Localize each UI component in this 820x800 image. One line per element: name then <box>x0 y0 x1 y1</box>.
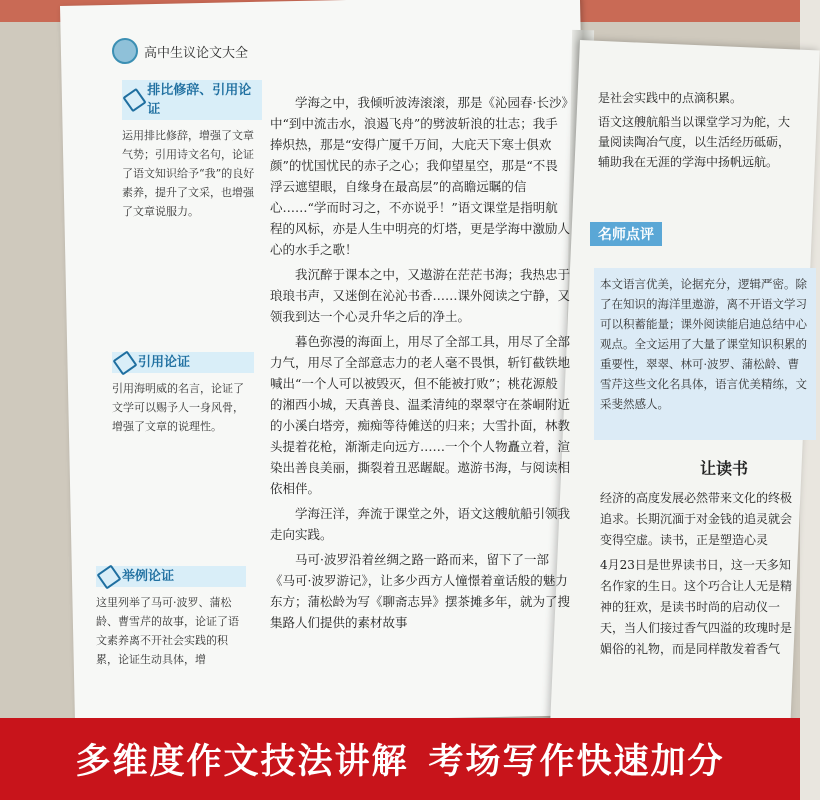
paragraph: 学海之中，我倾听波涛滚滚，那是《沁园春·长沙》中“到中流击水，浪遏飞舟”的劈波斩浪的壮志；我手捧炽热，那是“安得广厦千万间，大庇天下寒士俱欢颜”的忧国忧民的赤子之心；我仰望星空，那是“不畏浮云遮望眼，自缘身在最高层”的高瞻远瞩的信心……“学而时习之，不亦说乎！”语文课堂是指明航程的风标，亦是人生中明亮的灯塔，更是学海中激励人心的水手之歌！ <box>270 95 571 257</box>
review-badge-wrap <box>590 222 662 246</box>
sidebar-note-2 <box>112 352 254 436</box>
note-heading-text: 举例论证 <box>122 569 175 584</box>
sidebar-note-3 <box>96 566 246 669</box>
note-heading-text: 排比修辞、引用论证 <box>147 83 252 117</box>
note-heading <box>112 352 254 373</box>
note-text: 这里列举了马可·波罗、蒲松龄、曹雪芹的故事，论证了语文素养离不开社会实践的积累，论证生动具体，增 <box>96 596 239 666</box>
promo-banner <box>0 718 800 800</box>
review-badge: 名师点评 <box>590 222 662 246</box>
paragraph: 马可·波罗沿着丝绸之路一路而来，留下了一部《马可·波罗游记》，让多少西方人憧憬着童话般的魅力东方；蒲松龄为写《聊斋志异》摆茶摊多年，就为了搜集路人们提供的素材故事 <box>270 552 571 630</box>
paragraph: 4月23日是世界读书日，这一天多知名作家的生日。这个巧合让人无是精神的狂欢，是读书时尚的启动仪一天，当人们接过香气四溢的玫瑰时是媚俗的礼物，而是同样散发着香气 <box>600 558 793 656</box>
note-text: 运用排比修辞，增强了文章气势；引用诗文名句，论证了语文知识给予“我”的良好素养，提升了文采，也增强了文章说服力。 <box>122 129 255 218</box>
paragraph: 学海汪洋，奔流于课堂之外，语文这艘航船引领我走向实践。 <box>270 506 571 542</box>
article-body <box>600 488 800 708</box>
paragraph: 语文这艘航船当以课堂学习为舵，大量阅读陶冶气度，以生活经历砥砺，辅助我在无涯的学海中扬帆远航。 <box>598 115 791 169</box>
main-text <box>270 92 571 630</box>
teacher-review: 本文语言优美，论据充分，逻辑严密。除了在知识的海洋里遨游，离不开语文学习可以积蓄能量；课外阅读能启迪总结中心观点。全文运用了大量了课堂知识积累的重要性，翠翠、林可·波罗、蒲松龄、曹雪芹这些文化名具体，语言优美精练，文采斐然感人。 <box>594 268 816 440</box>
article-title: 让读书 <box>700 459 749 478</box>
pencil-icon <box>96 564 121 589</box>
paragraph: 暮色弥漫的海面上，用尽了全部工具，用尽了全部力气，用尽了全部意志力的老人毫不畏惧，斩钉截铁地喊出“一个人可以被毁灭，但不能被打败”；桃花源般的湘西小城，天真善良、温柔清纯的翠翠守在茶峒附近的小溪白塔旁，痴痴等待傩送的归来；大雪扑面，林教头提着花枪，渐渐走向远方……一个个人物矗立着，渲染出善良美丽，撕裂着丑恶龌龊。遨游书海，与阅读相依相伴。 <box>270 334 571 496</box>
paragraph: 经济的高度发展必然带来文化的终极追求。长期沉湎于对金钱的追灵就会变得空虚。读书，正是塑造心灵 <box>600 491 793 547</box>
banner-left-text: 多维度作文技法讲解 <box>75 742 409 782</box>
pencil-icon <box>112 350 137 375</box>
pencil-icon <box>122 88 146 113</box>
student-avatar-icon <box>112 38 138 64</box>
note-heading <box>96 566 246 587</box>
note-heading <box>122 80 262 120</box>
banner-right-text: 考场写作快速加分 <box>428 742 725 782</box>
note-text: 引用海明威的名言，论证了文学可以赐予人一身风骨，增强了文章的说理性。 <box>112 382 244 433</box>
page-header <box>112 38 248 64</box>
note-heading-text: 引用论证 <box>138 355 191 370</box>
book-title: 高中生议论文大全 <box>144 45 249 61</box>
paragraph: 是社会实践中的点滴积累。 <box>598 91 743 105</box>
right-top-text <box>598 88 798 198</box>
sidebar-note-1 <box>122 80 262 221</box>
paragraph: 我沉醉于课本之中，又遨游在茫茫书海；我热忠于琅琅书声，又迷倒在沁沁书香……课外阅读之宁静，又领我到达一个心灵升华之后的净土。 <box>270 267 571 324</box>
